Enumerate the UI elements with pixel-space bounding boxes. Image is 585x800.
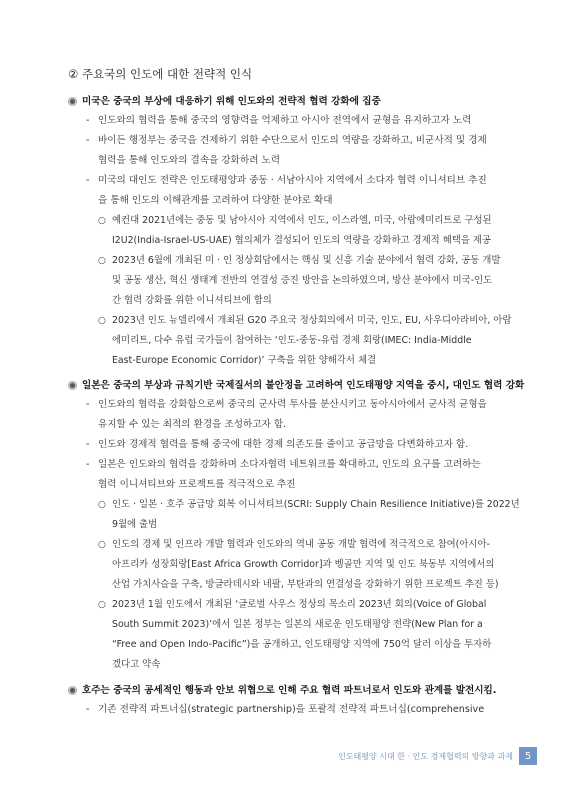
bullet-dot-icon [68, 381, 77, 390]
text-line: 인도와의 협력을 강화함으로써 중국의 군사력 투사를 분산시키고 동아시아에서 군사적 균형을 [98, 399, 487, 410]
dash-marker: - [86, 399, 90, 410]
bullet-heading [68, 378, 538, 394]
bullet-dot-icon [68, 686, 77, 695]
text-line: 인도 · 일본 · 호주 공급망 회복 이니셔티브(SCRI: Supply Chain Resilience Initiative)를 2022년 [112, 499, 520, 510]
dash-marker: - [86, 175, 90, 186]
block-australia [68, 683, 538, 720]
text-line: 일본은 인도와의 협력을 강화하며 소다자협력 네트워크를 확대하고, 인도의 요구를 고려하는 [98, 459, 481, 470]
text-line: 겠다고 약속 [112, 659, 161, 670]
dash-marker: - [86, 439, 90, 450]
text-line: 협력을 통해 인도와의 결속을 강화하려 노력 [98, 155, 281, 166]
text-line: 2023년 6월에 개최된 미 · 인 정상회담에서는 핵심 및 신흥 기술 분야에서 협력 강화, 공동 개발 [112, 255, 501, 266]
bullet-heading [68, 683, 538, 699]
sub-item [68, 595, 538, 675]
text-line: East-Europe Economic Corridor)’ 구축을 위한 양해각서 체결 [112, 355, 377, 366]
text-line: 인도와 경제적 협력을 통해 중국에 대한 경제 의존도를 줄이고 공급망을 다변화하고자 함. [98, 439, 469, 450]
sub-item [68, 535, 538, 595]
text-line: 유지할 수 있는 최적의 환경을 조성하고자 함. [98, 419, 287, 430]
page-footer [338, 747, 537, 765]
page-number: 5 [519, 747, 537, 765]
dash-item [68, 395, 538, 435]
sub-item [68, 211, 538, 251]
text-line: South Summit 2023)’에서 일본 정부는 일본의 새로운 인도태평양 전략(New Plan for a [112, 619, 483, 630]
text-line: 아프리카 성장회랑[East Africa Growth Corridor]과 벵골만 지역 및 인도 북동부 지역에서의 [112, 559, 495, 570]
footer-title: 인도태평양 시대 한 · 인도 경제협력의 방향과 과제 [338, 751, 513, 761]
text-line: “Free and Open Indo-Pacific”)을 공개하고, 인도태평양 지역에 750억 달러 이상을 투자하 [112, 639, 492, 650]
dash-marker: - [86, 135, 90, 146]
dash-item [68, 111, 538, 131]
text-line: 기존 전략적 파트너십(strategic partnership)을 포괄적 전략적 파트너십(comprehensive [98, 704, 485, 715]
text-line: 예컨대 2021년에는 중동 및 남아시아 지역에서 인도, 이스라엘, 미국, 아랍에미리트로 구성된 [112, 215, 492, 226]
text-line: 을 통해 인도의 이해관계를 고려하여 다양한 분야로 확대 [98, 195, 333, 206]
circle-marker-icon: ○ [98, 600, 106, 610]
circle-marker-icon: ○ [98, 500, 106, 510]
text-line: 산업 가치사슬을 구축, 방글라데시와 네팔, 부탄과의 연결성을 강화하기 위한 프로젝트 추진 등) [112, 579, 499, 590]
text-line: 에미리트, 다수 유럽 국가들이 참여하는 ‘인도-중동-유럽 경제 회랑(IMEC: India-Middle [112, 335, 472, 346]
section-title: ② 주요국의 인도에 대한 전략적 인식 [68, 67, 253, 81]
sub-item [68, 311, 538, 371]
dash-item [68, 455, 538, 495]
block-japan [68, 378, 538, 675]
text-line: 간 협력 강화를 위한 이니셔티브에 합의 [112, 295, 272, 306]
sub-item [68, 251, 538, 311]
dash-item [68, 131, 538, 171]
bullet-dot-icon [68, 97, 77, 106]
dash-marker: - [86, 459, 90, 470]
dash-marker: - [86, 704, 90, 715]
bullet-heading [68, 94, 538, 110]
text-line: 바이든 행정부는 중국을 견제하기 위한 수단으로서 인도의 역량을 강화하고, 비군사적 및 경제 [98, 135, 487, 146]
circle-marker-icon: ○ [98, 540, 106, 550]
circle-marker-icon: ○ [98, 316, 106, 326]
circle-marker-icon: ○ [98, 256, 106, 266]
heading-text: 미국은 중국의 부상에 대응하기 위해 인도와의 전략적 협력 강화에 집중 [82, 96, 381, 107]
text-line: 2023년 1월 인도에서 개최된 ‘글로벌 사우스 정상의 목소리 2023년 회의(Voice of Global [112, 599, 487, 610]
heading-text: 호주는 중국의 공세적인 행동과 안보 위협으로 인해 주요 협력 파트너로서 인도와 관계를 발전시킴. [82, 685, 497, 696]
circle-marker-icon: ○ [98, 216, 106, 226]
dash-item [68, 171, 538, 211]
dash-item [68, 435, 538, 455]
text-line: 인도의 경제 및 인프라 개발 협력과 인도와의 역내 공동 개발 협력에 적극적으로 참여(아시아- [112, 539, 490, 550]
heading-text: 일본은 중국의 부상과 규칙기반 국제질서의 불안정을 고려하여 인도태평양 지역을 중시, 대인도 협력 강화 [82, 380, 525, 391]
text-line: 및 공동 생산, 혁신 생태계 전반의 연결성 증진 방안을 논의하였으며, 방산 분야에서 미국-인도 [112, 275, 493, 286]
text-line: 2023년 인도 뉴델리에서 개최된 G20 주요국 정상회의에서 미국, 인도, EU, 사우디아라비아, 아랍 [112, 315, 512, 326]
block-usa [68, 94, 538, 371]
text-line: 미국의 대인도 전략은 인도태평양과 중동 · 서남아시아 지역에서 소다자 협력 이니셔티브 추진 [98, 175, 487, 186]
text-line: 인도와의 협력을 통해 중국의 영향력을 억제하고 아시아 전역에서 균형을 유지하고자 노력 [98, 115, 472, 126]
text-line: 협력 이니셔티브와 프로젝트를 적극적으로 추진 [98, 479, 296, 490]
dash-item [68, 700, 538, 720]
dash-marker: - [86, 115, 90, 126]
text-line: 9월에 출범 [112, 519, 158, 530]
text-line: I2U2(India-Israel-US-UAE) 협의체가 결성되어 인도의 역량을 강화하고 경제적 혜택을 제공 [112, 235, 491, 246]
sub-item [68, 495, 538, 535]
